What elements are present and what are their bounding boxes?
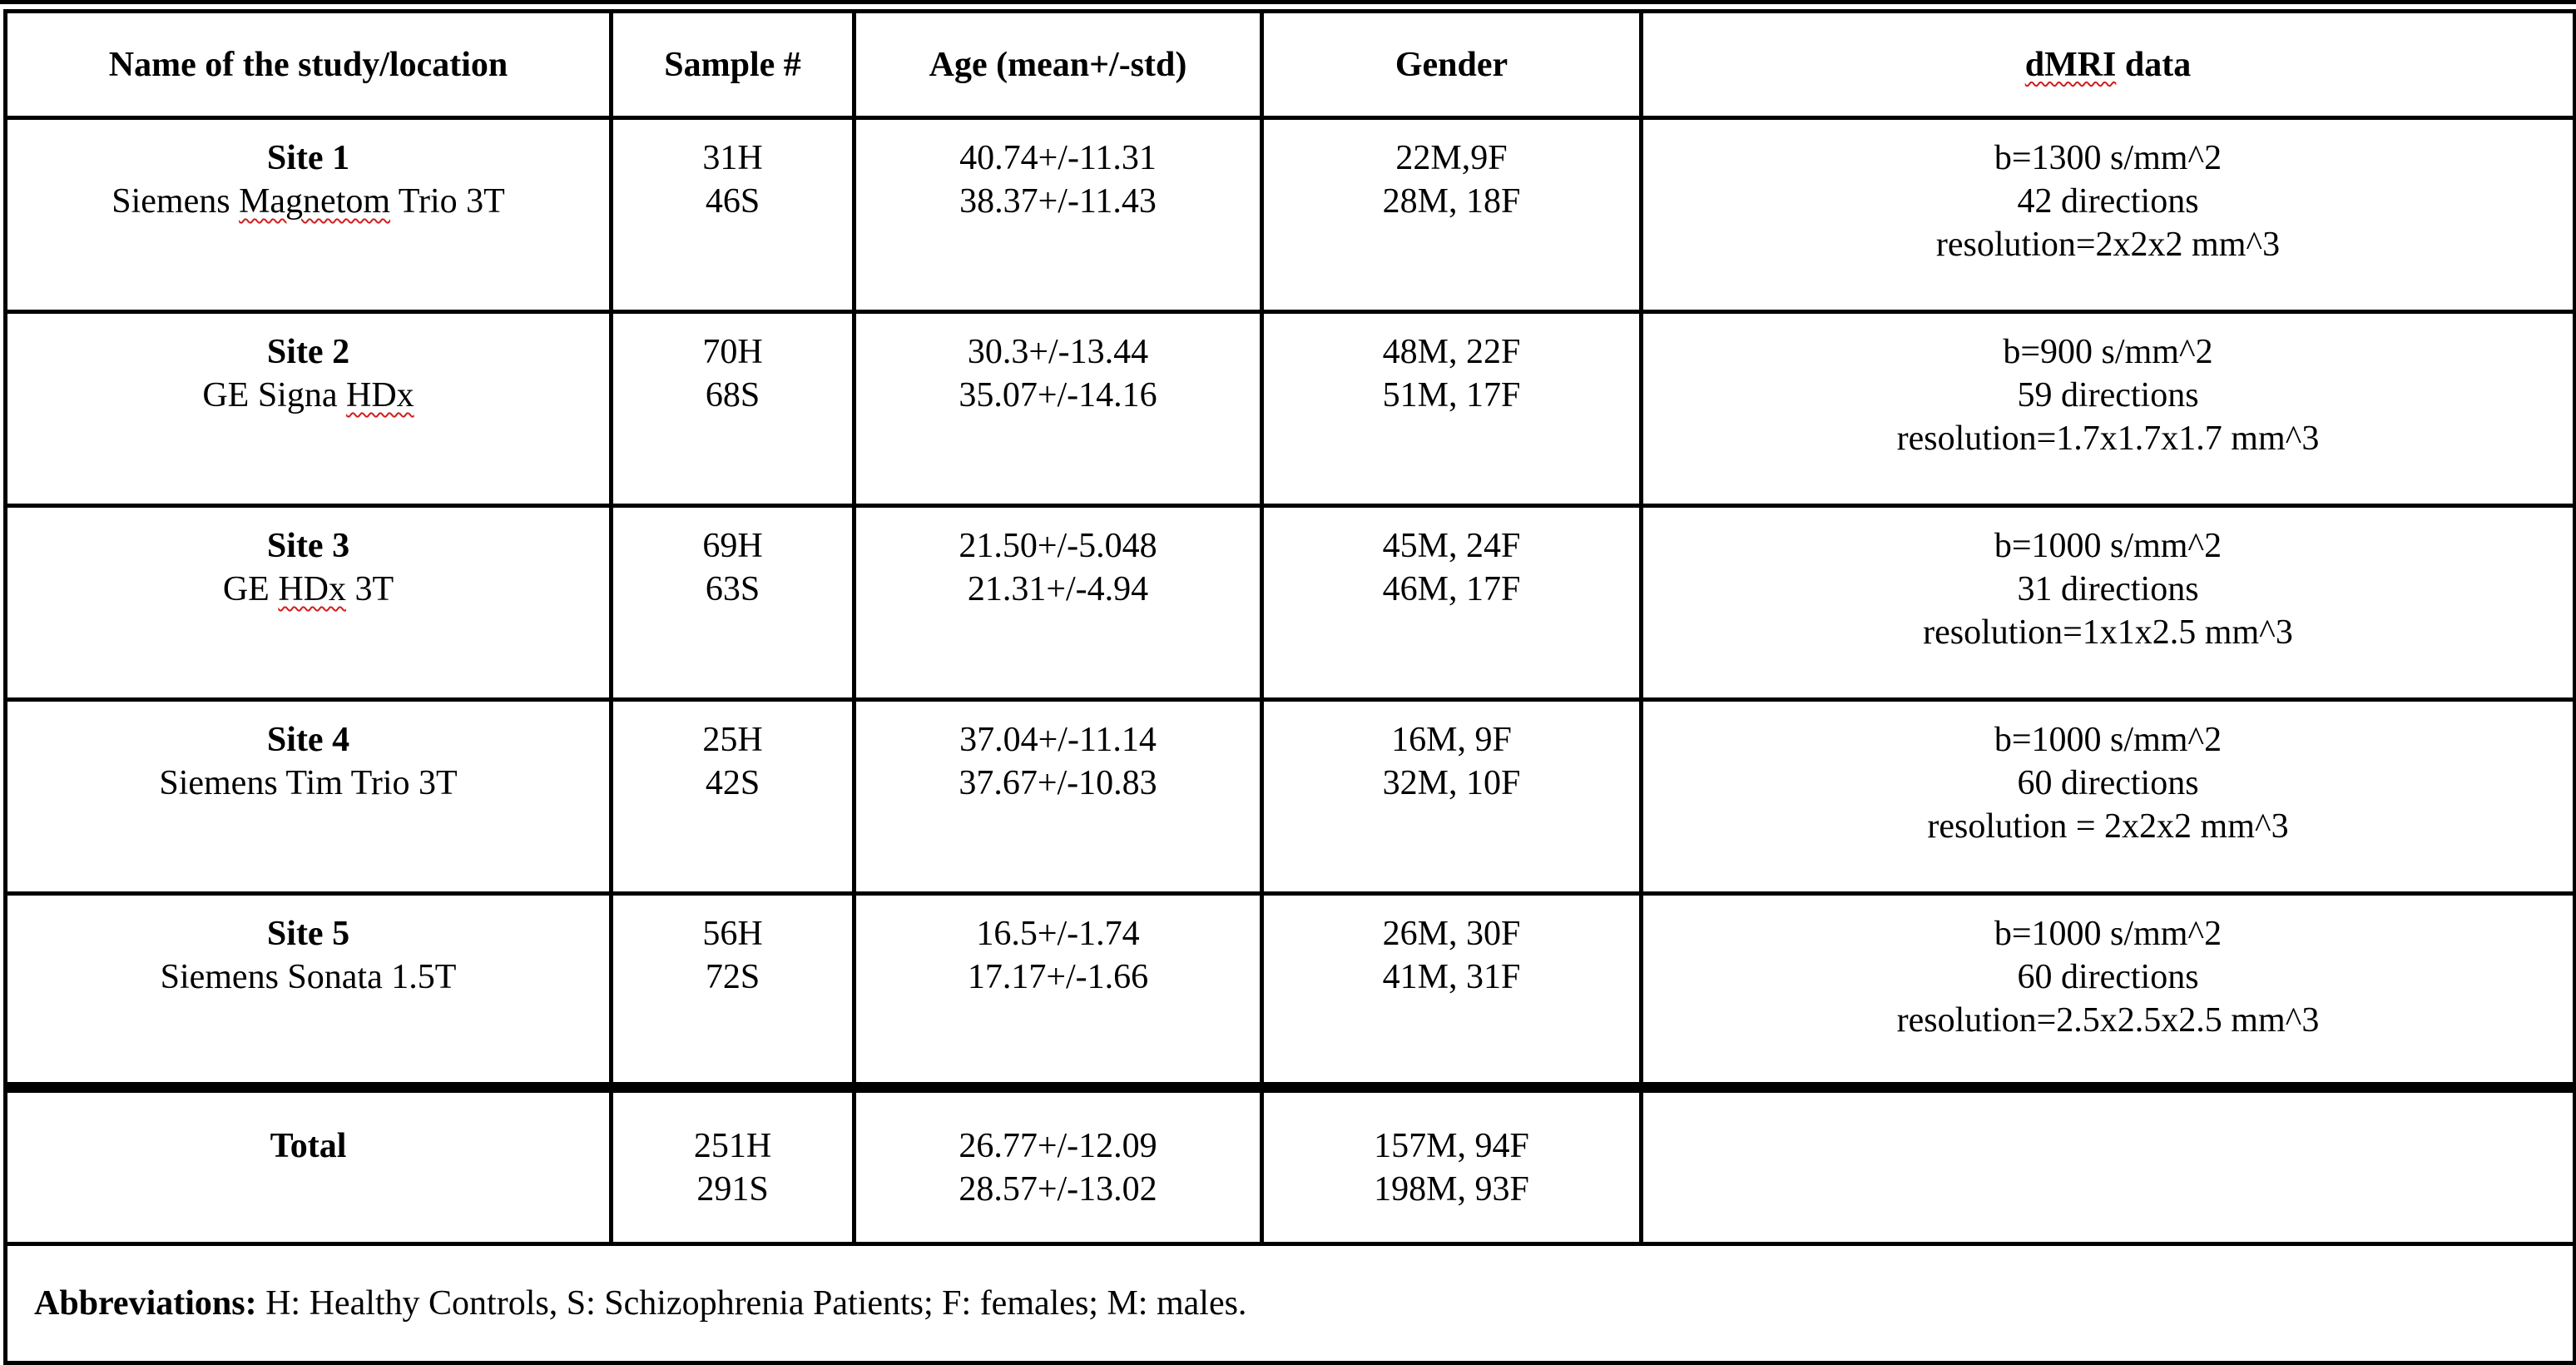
site-name: Site 4 (266, 721, 350, 759)
header-row (6, 12, 2575, 118)
total-gender-healthy: 157M, 94F (1374, 1127, 1529, 1165)
header-cell-age: Age (mean+/-std) (855, 12, 1262, 118)
dmri-resolution: resolution=2x2x2 mm^3 (1935, 226, 2281, 264)
header-cell-gender: Gender (1262, 12, 1642, 118)
study-cell (6, 118, 612, 312)
age-healthy: 30.3+/-13.44 (967, 333, 1149, 371)
table-row (6, 506, 2575, 700)
dmri-directions: 42 directions (2017, 182, 2199, 221)
total-sample-healthy: 251H (693, 1127, 772, 1165)
total-label: Total (270, 1127, 347, 1165)
scanner-name: Siemens Tim Trio 3T (159, 764, 458, 802)
age-cell (855, 506, 1262, 700)
table-row (6, 700, 2575, 894)
gender-cell (1262, 118, 1642, 312)
age-schizophrenia: 38.37+/-11.43 (959, 182, 1157, 221)
study-table (3, 9, 2576, 1365)
gender-healthy: 22M,9F (1395, 139, 1508, 177)
gender-cell (1262, 894, 1642, 1088)
header-cell-sample: Sample # (612, 12, 855, 118)
site-name: Site 3 (266, 527, 350, 565)
dmri-bvalue: b=1300 s/mm^2 (1994, 139, 2222, 177)
scanner-text-tail: 3T (346, 570, 394, 608)
scanner-text: Siemens (111, 182, 240, 221)
age-schizophrenia: 35.07+/-14.16 (959, 376, 1157, 414)
header-dmri-flagged: dMRI (2024, 45, 2117, 84)
scanner-flagged-text: HDx (278, 570, 346, 608)
sample-schizophrenia: 46S (705, 182, 760, 221)
age-healthy: 16.5+/-1.74 (976, 915, 1140, 953)
gender-schizophrenia: 51M, 17F (1382, 376, 1521, 414)
sample-schizophrenia: 68S (705, 376, 760, 414)
age-schizophrenia: 17.17+/-1.66 (967, 958, 1149, 996)
study-cell (6, 894, 612, 1088)
total-age-schizophrenia: 28.57+/-13.02 (959, 1170, 1157, 1209)
dmri-resolution: resolution = 2x2x2 mm^3 (1927, 807, 2289, 846)
scanner-text: GE Signa (202, 376, 346, 414)
gender-cell (1262, 700, 1642, 894)
sample-cell (612, 894, 855, 1088)
header-cell-dmri (1642, 12, 2575, 118)
table-row (6, 312, 2575, 506)
dmri-bvalue: b=1000 s/mm^2 (1994, 527, 2222, 565)
site-name: Site 5 (266, 915, 350, 953)
dmri-cell (1642, 700, 2575, 894)
age-schizophrenia: 37.67+/-10.83 (959, 764, 1157, 802)
sample-healthy: 56H (702, 915, 763, 953)
dmri-directions: 60 directions (2017, 764, 2199, 802)
dmri-bvalue: b=900 s/mm^2 (2003, 333, 2213, 371)
age-healthy: 37.04+/-11.14 (959, 721, 1157, 759)
table-row (6, 894, 2575, 1088)
sample-schizophrenia: 72S (705, 958, 760, 996)
age-cell (855, 700, 1262, 894)
gender-healthy: 16M, 9F (1391, 721, 1512, 759)
gender-healthy: 45M, 24F (1382, 527, 1521, 565)
study-cell (6, 506, 612, 700)
gender-cell (1262, 312, 1642, 506)
site-name: Site 1 (266, 139, 350, 177)
dmri-directions: 59 directions (2017, 376, 2199, 414)
top-rule (0, 0, 2576, 4)
table-row (6, 118, 2575, 312)
age-healthy: 40.74+/-11.31 (959, 139, 1157, 177)
abbreviations-row (6, 1244, 2575, 1363)
dmri-resolution: resolution=1.7x1.7x1.7 mm^3 (1896, 419, 2320, 458)
abbreviations-cell (6, 1244, 2575, 1363)
total-age-healthy: 26.77+/-12.09 (959, 1127, 1157, 1165)
total-age-cell (855, 1088, 1262, 1244)
sample-healthy: 31H (702, 139, 763, 177)
dmri-directions: 31 directions (2017, 570, 2199, 608)
abbreviations-label: Abbreviations: (34, 1284, 257, 1323)
dmri-resolution: resolution=2.5x2.5x2.5 mm^3 (1896, 1001, 2320, 1040)
total-gender-schizophrenia: 198M, 93F (1374, 1170, 1529, 1209)
abbreviations-text: H: Healthy Controls, S: Schizophrenia Patients; F: females; M: males. (256, 1284, 1247, 1323)
age-healthy: 21.50+/-5.048 (959, 527, 1157, 565)
site-name: Site 2 (266, 333, 350, 371)
gender-healthy: 48M, 22F (1382, 333, 1521, 371)
total-row (6, 1088, 2575, 1244)
scanner-name (7, 568, 609, 611)
total-label-cell (6, 1088, 612, 1244)
sample-cell (612, 118, 855, 312)
sample-cell (612, 312, 855, 506)
dmri-cell (1642, 118, 2575, 312)
scanner-flagged-text: Magnetom (239, 182, 391, 221)
header-cell-study: Name of the study/location (6, 12, 612, 118)
dmri-directions: 60 directions (2017, 958, 2199, 996)
scanner-name (7, 374, 609, 417)
age-cell (855, 894, 1262, 1088)
age-schizophrenia: 21.31+/-4.94 (967, 570, 1149, 608)
dmri-cell (1642, 312, 2575, 506)
header-dmri-rest: data (2116, 45, 2192, 84)
total-sample-schizophrenia: 291S (696, 1170, 769, 1209)
gender-cell (1262, 506, 1642, 700)
study-cell (6, 700, 612, 894)
gender-schizophrenia: 46M, 17F (1382, 570, 1521, 608)
study-cell (6, 312, 612, 506)
gender-schizophrenia: 41M, 31F (1382, 958, 1521, 996)
sample-healthy: 69H (702, 527, 763, 565)
dmri-bvalue: b=1000 s/mm^2 (1994, 721, 2222, 759)
sample-cell (612, 506, 855, 700)
sample-cell (612, 700, 855, 894)
sample-healthy: 25H (702, 721, 763, 759)
dmri-cell (1642, 506, 2575, 700)
scanner-text-tail: Trio 3T (390, 182, 505, 221)
dmri-bvalue: b=1000 s/mm^2 (1994, 915, 2222, 953)
total-sample-cell (612, 1088, 855, 1244)
scanner-name (7, 180, 609, 223)
gender-healthy: 26M, 30F (1382, 915, 1521, 953)
scanner-flagged-text: HDx (345, 376, 414, 414)
sample-schizophrenia: 42S (705, 764, 760, 802)
age-cell (855, 118, 1262, 312)
total-dmri-cell (1642, 1088, 2575, 1244)
scanner-text: GE (222, 570, 279, 608)
age-cell (855, 312, 1262, 506)
scanner-name: Siemens Sonata 1.5T (160, 958, 457, 996)
gender-schizophrenia: 28M, 18F (1382, 182, 1521, 221)
sample-healthy: 70H (702, 333, 763, 371)
total-gender-cell (1262, 1088, 1642, 1244)
dmri-cell (1642, 894, 2575, 1088)
sample-schizophrenia: 63S (705, 570, 760, 608)
gender-schizophrenia: 32M, 10F (1382, 764, 1521, 802)
dmri-resolution: resolution=1x1x2.5 mm^3 (1923, 613, 2293, 652)
